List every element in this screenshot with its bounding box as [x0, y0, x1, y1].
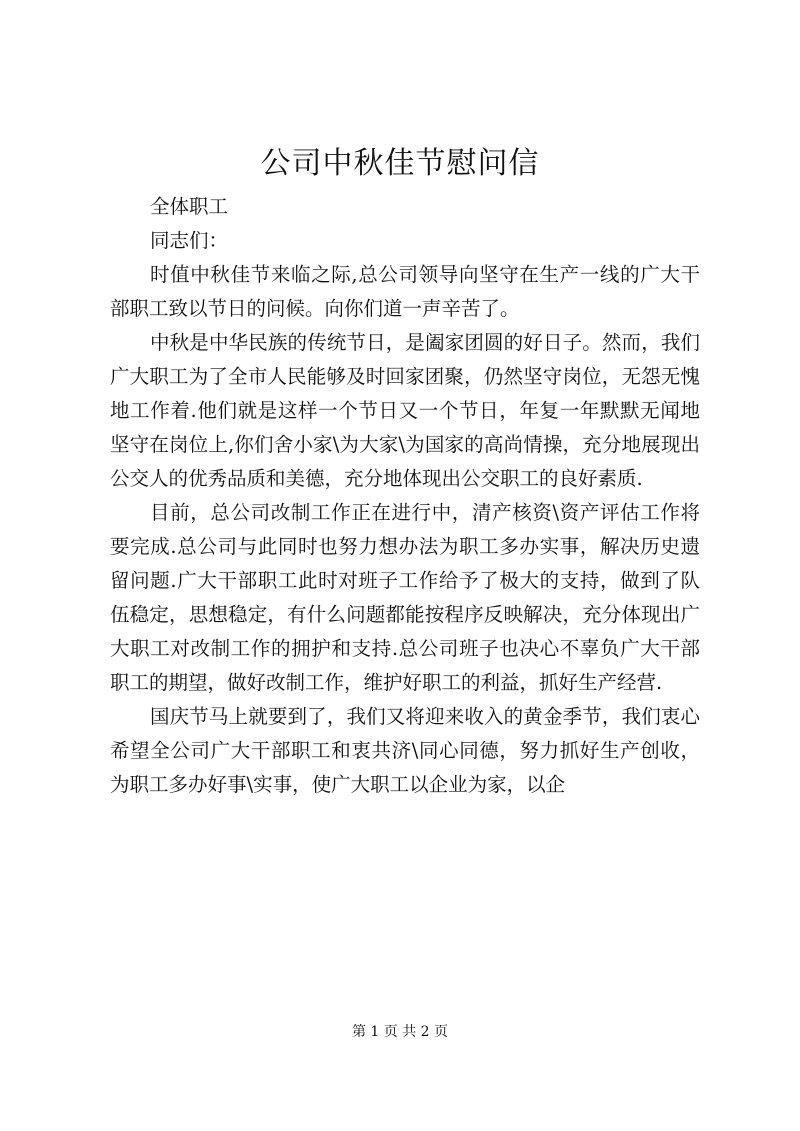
paragraph: 国庆节马上就要到了，我们又将迎来收入的黄金季节，我们衷心希望全公司广大干部职工和衷共济\同心同德，努力抓好生产创收，为职工多办好事\实事，使广大职工以企业为家，以企 — [110, 705, 700, 796]
paragraph: 中秋是中华民族的传统节日，是阖家团圆的好日子。然而，我们广大职工为了全市人民能够及时回家团聚，仍然坚守岗位，无怨无愧地工作着.他们就是这样一个节日又一个节日，年复一年默默无闻地坚守在岗位上,你们舍小家\为大家\为国家的高尚情操，充分地展现出公交人的优秀品质和美德，充分地体现出公交职工的良好素质. — [110, 331, 700, 490]
page-number-footer: 第 1 页 共 2 页 — [351, 1024, 449, 1040]
paragraph: 目前，总公司改制工作正在进行中，清产核资\资产评估工作将要完成.总公司与此同时也努力想办法为职工多办实事，解决历史遗留问题.广大干部职工此时对班子工作给予了极大的支持，做到了队伍稳定，思想稳定，有什么问题都能按程序反映解决，充分体现出广大职工对改制工作的拥护和支持.总公司班子也决心不辜负广大干部职工的期望，做好改制工作，维护好职工的利益，抓好生产经营. — [110, 501, 700, 694]
salutation-recipients: 全体职工 — [150, 195, 229, 218]
salutation-greeting: 同志们： — [150, 229, 229, 252]
letter-body — [110, 190, 700, 802]
paragraph: 时值中秋佳节来临之际,总公司领导向坚守在生产一线的广大干部职工致以节日的问候。向你们道一声辛苦了。 — [110, 263, 700, 320]
page-title: 公司中秋佳节慰问信 — [260, 146, 540, 181]
